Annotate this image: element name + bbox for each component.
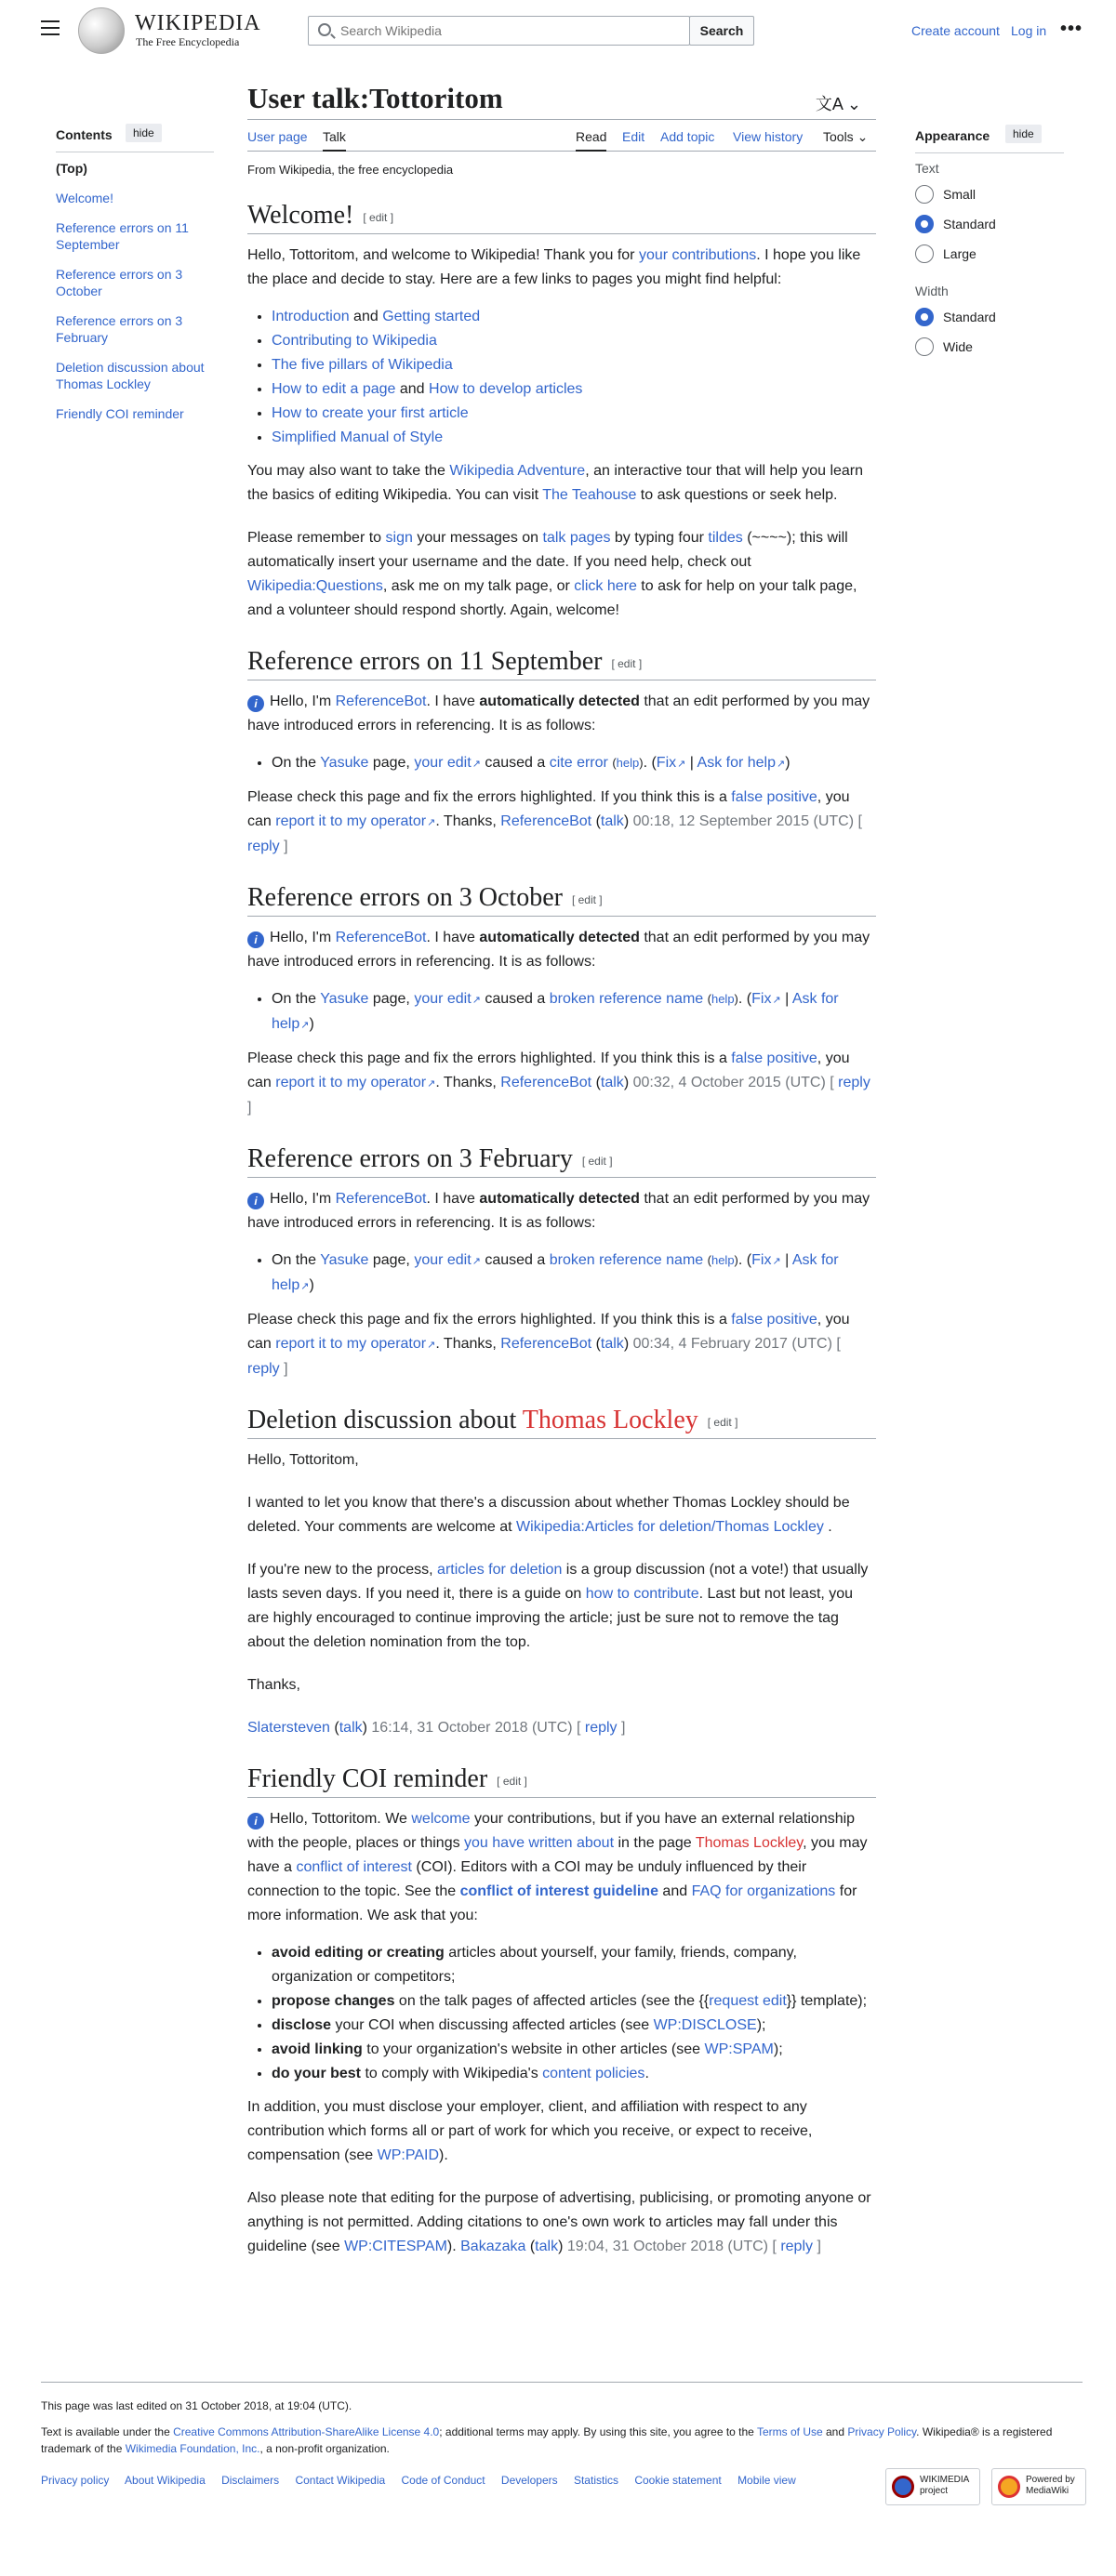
section-heading-deletion-discussion: Deletion discussion about Thomas Lockley [ edit ] [247, 1406, 876, 1439]
how-to-edit-link[interactable]: How to edit a page [272, 381, 396, 397]
report-operator-link[interactable]: report it to my operator ↗ [275, 1336, 435, 1352]
text-size-standard-option[interactable]: Standard [915, 215, 1064, 244]
reply-link[interactable]: reply [584, 1720, 618, 1736]
contributions-link[interactable]: your contributions [638, 247, 757, 263]
info-icon: i [247, 1193, 264, 1209]
text-size-large-option[interactable]: Large [915, 244, 1064, 274]
wikipedia-tagline: The Free Encyclopedia [136, 35, 240, 48]
info-icon: i [247, 1813, 264, 1830]
tab-tools[interactable]: Tools ⌄ [823, 129, 869, 144]
written-about-link[interactable]: you have written about [464, 1835, 615, 1851]
wikimedia-project-badge[interactable]: WIKIMEDIA project [885, 2468, 980, 2505]
help-link[interactable]: help [711, 1253, 735, 1267]
footer-cookie-statement-link[interactable]: Cookie statement [634, 2474, 722, 2487]
list-item: • On the Yasuke page, your edit ↗ caused a cite error (help). (Fix ↗ | Ask for help ↗ ) [272, 751, 876, 776]
wp-spam-link[interactable]: WP:SPAM [704, 2041, 774, 2057]
help-link[interactable]: help [711, 992, 735, 1006]
report-operator-link[interactable]: report it to my operator ↗ [275, 813, 435, 829]
help-link[interactable]: help [616, 756, 640, 770]
wikimedia-foundation-link[interactable]: Wikimedia Foundation, Inc. [125, 2442, 260, 2455]
edit-section-link[interactable]: [ edit ] [363, 210, 394, 224]
referencebot-signature: Please check this page and fix the errors highlighted. If you think this is a false positive, you can report it to my operator ↗ . Thanks, ReferenceBot (talk) 00:32, 4 October 2015 (UTC) [ reply ] [247, 1047, 876, 1120]
faq-organizations-link[interactable]: FAQ for organizations [691, 1883, 836, 1899]
conflict-of-interest-link[interactable]: conflict of interest [296, 1859, 412, 1875]
toc-hide-button[interactable]: hide [126, 124, 162, 142]
referencebot-user-link[interactable]: ReferenceBot [500, 1075, 592, 1090]
edit-section-link[interactable]: [ edit ] [571, 892, 603, 906]
fix-link[interactable]: Fix ↗ [751, 1252, 781, 1268]
list-item [272, 426, 876, 450]
report-operator-link[interactable]: report it to my operator ↗ [275, 1075, 435, 1090]
appearance-title: Appearance [915, 128, 990, 143]
wp-paid-link[interactable]: WP:PAID [377, 2147, 440, 2163]
powered-by-mediawiki-badge[interactable]: Powered by MediaWiki [991, 2468, 1086, 2505]
talk-link[interactable]: talk [600, 1336, 624, 1352]
last-edited-info: This page was last edited on 31 October 2018, at 19:04 (UTC). [41, 2399, 352, 2412]
referencebot-message: i Hello, I'm ReferenceBot. I have automatically detected that an edit performed by you may have introduced errors in referencing. It is as follows: [247, 930, 870, 970]
referencebot-message: i Hello, I'm ReferenceBot. I have automatically detected that an edit performed by you may have introduced errors in referencing. It is as follows: [247, 1191, 870, 1231]
info-icon: i [247, 931, 264, 948]
footer-about-link[interactable]: About Wikipedia [125, 2474, 206, 2487]
footer-statistics-link[interactable]: Statistics [573, 2474, 618, 2487]
more-options-icon[interactable]: ••• [1060, 19, 1083, 39]
teahouse-link[interactable]: The Teahouse [542, 487, 637, 503]
main-menu-icon[interactable] [41, 20, 60, 37]
getting-started-link[interactable]: Getting started [382, 309, 481, 324]
list-item: • How to edit a page and How to develop articles [272, 377, 876, 402]
broken-reference-name-link[interactable]: broken reference name [549, 991, 704, 1007]
questions-link[interactable]: Wikipedia:Questions [247, 578, 383, 594]
sign-paragraph: Please remember to sign your messages on talk pages by typing four tildes (~~~~); this will automatically insert your username and the date. If you need help, check out Wikipedia:Questions, ask me on my talk page, or click here to ask for help on your talk page, and a volunteer should respond shortly. Again, welcome! [247, 530, 857, 618]
create-account-link[interactable]: Create account [911, 23, 1000, 38]
referencebot-link[interactable]: ReferenceBot [335, 930, 427, 945]
tab-talk[interactable]: Talk [323, 129, 346, 152]
thomas-lockley-red-link[interactable]: Thomas Lockley [522, 1406, 698, 1434]
tab-edit[interactable]: Edit [622, 129, 645, 144]
tab-add-topic[interactable]: Add topic [660, 129, 715, 144]
page-tabs [247, 120, 876, 152]
false-positive-link[interactable]: false positive [731, 1050, 817, 1066]
first-article-link[interactable]: How to create your first article [272, 405, 469, 421]
table-of-contents [56, 127, 214, 435]
edit-section-link[interactable]: [ edit ] [581, 1154, 613, 1168]
width-standard-option[interactable]: Standard [915, 308, 1064, 337]
talk-link[interactable]: talk [600, 813, 624, 829]
develop-articles-link[interactable]: How to develop articles [429, 381, 583, 397]
talk-link[interactable]: talk [600, 1075, 624, 1090]
search-icon [318, 23, 331, 36]
wp-citespam-link[interactable]: WP:CITESPAM [344, 2239, 447, 2254]
coi-rules-list [247, 1941, 876, 2086]
deletion-greeting: Hello, Tottoritom, [247, 1452, 359, 1468]
section-heading-ref-11-september: Reference errors on 11 September [ edit ] [247, 647, 876, 680]
list-item: • propose changes on the talk pages of affected articles (see the {{request edit}} template); [272, 1989, 876, 2014]
wp-disclose-link[interactable]: WP:DISCLOSE [653, 2017, 757, 2033]
talk-link[interactable]: talk [535, 2239, 559, 2254]
list-item: • avoid editing or creating articles about yourself, your family, friends, company, organization or competitors; [272, 1941, 876, 1989]
tab-user-page[interactable]: User page [247, 129, 308, 144]
sign-link[interactable]: sign [385, 530, 413, 546]
toc-item-ref-errors-11-september[interactable]: Reference errors on 11 September [56, 220, 189, 252]
adventure-paragraph: You may also want to take the Wikipedia Adventure, an interactive tour that will help you learn the basics of editing Wikipedia. You can visit The Teahouse to ask questions or seek help. [247, 463, 864, 503]
fix-link[interactable]: Fix ↗ [751, 991, 781, 1007]
edit-section-link[interactable]: [ edit ] [707, 1415, 738, 1429]
referencebot-signature: Please check this page and fix the errors highlighted. If you think this is a false positive, you can report it to my operator ↗ . Thanks, ReferenceBot (talk) 00:34, 4 February 2017 (UTC) [ reply ] [247, 1308, 876, 1381]
list-item: • do your best to comply with Wikipedia's content policies. [272, 2062, 876, 2086]
list-item: • Introduction and Getting started [272, 305, 876, 329]
toc-title: Contents [56, 127, 113, 142]
welcome-paragraph: Hello, Tottoritom, and welcome to Wikipedia! Thank you for your contributions. I hope you like the place and decide to stay. Here are a few links to pages you might find helpful: [247, 247, 861, 287]
click-here-link[interactable]: click here [574, 578, 637, 594]
reply-link[interactable]: reply [247, 839, 280, 854]
contributing-link[interactable]: Contributing to Wikipedia [272, 333, 437, 349]
privacy-policy-link[interactable]: Privacy Policy [847, 2425, 917, 2438]
deletion-signature: Slatersteven (talk) 16:14, 31 October 2018 (UTC) [ reply ] [247, 1720, 626, 1736]
content-policies-link[interactable]: content policies [542, 2066, 645, 2081]
referencebot-user-link[interactable]: ReferenceBot [500, 1336, 592, 1352]
coi-guideline-link[interactable]: conflict of interest guideline [459, 1883, 658, 1899]
footer-developers-link[interactable]: Developers [500, 2474, 558, 2487]
radio-button[interactable] [915, 337, 934, 356]
toc-item-coi-reminder[interactable]: Friendly COI reminder [56, 406, 184, 421]
referencebot-message: i Hello, I'm ReferenceBot. I have automatically detected that an edit performed by you may have introduced errors in referencing. It is as follows: [247, 694, 870, 733]
list-item: • avoid linking to your organization's website in other articles (see WP:SPAM); [272, 2038, 876, 2062]
toc-item-ref-errors-3-february[interactable]: Reference errors on 3 February [56, 313, 183, 345]
site-header [0, 0, 1116, 61]
search-box[interactable] [308, 16, 690, 46]
introduction-link[interactable]: Introduction [272, 309, 350, 324]
fix-link[interactable]: Fix ↗ [657, 755, 686, 771]
page-footer [41, 2382, 1083, 2496]
toc-item-deletion-discussion[interactable]: Deletion discussion about Thomas Lockley [56, 360, 205, 391]
coi-paragraph: i Hello, Tottoritom. We welcome your contributions, but if you have an external relationship with the people, places or things you have written about in the page Thomas Lockley, you may have a conflict of interest (COI). Editors with a COI may be unduly influenced by their connection to the topic. See the conflict of interest guideline and FAQ for organizations for more information. We ask that you: [247, 1811, 868, 1923]
list-item [272, 329, 876, 353]
deletion-thanks: Thanks, [247, 1677, 300, 1693]
your-edit-link[interactable]: your edit ↗ [414, 1252, 481, 1268]
referencebot-link[interactable]: ReferenceBot [335, 1191, 427, 1207]
radio-button[interactable] [915, 244, 934, 263]
toc-item-ref-errors-3-october[interactable]: Reference errors on 3 October [56, 267, 183, 298]
error-list [247, 1248, 876, 1299]
edit-section-link[interactable]: [ edit ] [611, 656, 643, 670]
deletion-paragraph: I wanted to let you know that there's a discussion about whether Thomas Lockley should be deleted. Your comments are welcome at Wikipedia:Articles for deletion/Thomas Lockley . [247, 1495, 850, 1535]
reply-link[interactable]: reply [247, 1361, 280, 1377]
edit-section-link[interactable]: [ edit ] [497, 1774, 527, 1788]
footer-disclaimers-link[interactable]: Disclaimers [221, 2474, 280, 2487]
list-item [272, 353, 876, 377]
radio-button[interactable] [915, 185, 934, 204]
tab-read[interactable]: Read [576, 129, 606, 152]
appearance-panel [915, 128, 1064, 367]
list-item: • On the Yasuke page, your edit ↗ caused a broken reference name (help). (Fix ↗ | Ask for help ↗ ) [272, 987, 876, 1037]
footer-mobile-view-link[interactable]: Mobile view [737, 2474, 796, 2487]
section-heading-ref-3-october: Reference errors on 3 October [ edit ] [247, 883, 876, 917]
section-heading-coi-reminder: Friendly COI reminder [ edit ] [247, 1764, 876, 1798]
talk-link[interactable]: talk [339, 1720, 363, 1736]
width-wide-option[interactable]: Wide [915, 337, 1064, 367]
radio-button-selected[interactable] [915, 308, 934, 326]
tildes-link[interactable]: tildes [708, 530, 743, 546]
info-icon: i [247, 695, 264, 712]
request-edit-link[interactable]: request edit [709, 1993, 787, 2009]
terms-of-use-link[interactable]: Terms of Use [756, 2425, 823, 2438]
wikipedia-adventure-link[interactable]: Wikipedia Adventure [449, 463, 586, 479]
referencebot-signature: Please check this page and fix the errors highlighted. If you think this is a false positive, you can report it to my operator ↗ . Thanks, ReferenceBot (talk) 00:18, 12 September 2015 (UTC) [ reply ] [247, 786, 876, 859]
license-info: Text is available under the Creative Commons Attribution-ShareAlike License 4.0; additional terms may apply. By using this site, you agree to the Terms of Use and Privacy Policy. Wikipedia® is a registered trademark of the Wikimedia Foundation, Inc., a non-profit organization. [41, 2425, 1053, 2455]
list-item: • On the Yasuke page, your edit ↗ caused a broken reference name (help). (Fix ↗ | Ask for help ↗ ) [272, 1248, 876, 1299]
login-link[interactable]: Log in [1011, 23, 1047, 38]
false-positive-link[interactable]: false positive [731, 789, 817, 805]
text-size-label: Text [915, 161, 939, 176]
yasuke-link[interactable]: Yasuke [320, 991, 369, 1007]
deletion-process-paragraph: If you're new to the process, articles for deletion is a group discussion (not a vote!) that usually lasts seven days. If you need it, there is a guide on how to contribute. Last but not least, you are highly encouraged to continue improving the article; just be sure not to remove the tag about the deletion nomination from the top. [247, 1562, 869, 1650]
main-content [247, 82, 876, 2272]
appearance-hide-button[interactable]: hide [1005, 125, 1042, 143]
page-title: User talk:Tottoritom [247, 82, 876, 120]
bakazaka-user-link[interactable]: Bakazaka [460, 2239, 526, 2254]
yasuke-link[interactable]: Yasuke [320, 1252, 369, 1268]
coi-paid-paragraph: In addition, you must disclose your employer, client, and affiliation with respect to any contribution which forms all or part of work for which you receive, or expect to receive, compensation (see WP:PAID). [247, 2099, 813, 2163]
reply-link[interactable]: reply [780, 2239, 813, 2254]
your-edit-link[interactable]: your edit ↗ [414, 991, 481, 1007]
welcome-link[interactable]: welcome [411, 1811, 471, 1827]
reply-link[interactable]: reply [838, 1075, 870, 1090]
site-sub: From Wikipedia, the free encyclopedia [247, 163, 454, 177]
cite-error-link[interactable]: cite error [549, 755, 608, 771]
list-item [272, 402, 876, 426]
section-heading-welcome: Welcome! [ edit ] [247, 201, 876, 234]
broken-reference-name-link[interactable]: broken reference name [549, 1252, 704, 1268]
footer-privacy-policy-link[interactable]: Privacy policy [41, 2474, 110, 2487]
thomas-lockley-red-link[interactable]: Thomas Lockley [695, 1835, 804, 1851]
false-positive-link[interactable]: false positive [731, 1312, 817, 1328]
ask-for-help-link[interactable]: Ask for help ↗ [272, 991, 839, 1032]
ask-for-help-link[interactable]: Ask for help ↗ [272, 1252, 839, 1293]
radio-button-selected[interactable] [915, 215, 934, 233]
text-size-small-option[interactable]: Small [915, 185, 1064, 215]
width-label: Width [915, 284, 949, 298]
referencebot-link[interactable]: ReferenceBot [335, 694, 427, 709]
language-icon[interactable]: 文A ⌄ [815, 95, 861, 113]
slatersteven-user-link[interactable]: Slatersteven [247, 1720, 330, 1736]
referencebot-user-link[interactable]: ReferenceBot [500, 813, 592, 829]
coi-advertising-paragraph: Also please note that editing for the purpose of advertising, publicising, or promoting anyone or anything is not permitted. Adding citations to one's own work to articles may fall under this guideline (see WP:CITESPAM). Bakazaka (talk) 19:04, 31 October 2018 (UTC) [ reply ] [247, 2190, 871, 2254]
yasuke-link[interactable]: Yasuke [320, 755, 369, 771]
wikipedia-globe-logo[interactable] [78, 7, 125, 54]
your-edit-link[interactable]: your edit ↗ [414, 755, 481, 771]
error-list [247, 987, 876, 1037]
footer-contact-link[interactable]: Contact Wikipedia [295, 2474, 386, 2487]
afd-link[interactable]: Wikipedia:Articles for deletion/Thomas Lockley [516, 1519, 824, 1535]
section-heading-ref-3-february: Reference errors on 3 February [ edit ] [247, 1144, 876, 1178]
error-list [247, 751, 876, 776]
search-button[interactable]: Search [689, 16, 754, 46]
tab-view-history[interactable]: View history [733, 129, 804, 144]
articles-for-deletion-link[interactable]: articles for deletion [437, 1562, 563, 1578]
cc-license-link[interactable]: Creative Commons Attribution-ShareAlike License 4.0 [173, 2425, 440, 2438]
talk-pages-link[interactable]: talk pages [542, 530, 611, 546]
list-item: • disclose your COI when discussing affected articles (see WP:DISCLOSE); [272, 2014, 876, 2038]
how-to-contribute-link[interactable]: how to contribute [585, 1586, 699, 1602]
toc-item-top[interactable]: (Top) [56, 161, 87, 176]
helpful-links-list [247, 305, 876, 450]
manual-of-style-link[interactable]: Simplified Manual of Style [272, 429, 444, 445]
mediawiki-logo-icon [998, 2476, 1020, 2498]
footer-code-of-conduct-link[interactable]: Code of Conduct [401, 2474, 485, 2487]
wikimedia-logo-icon [892, 2476, 914, 2498]
search-input[interactable] [339, 22, 673, 39]
toc-item-welcome[interactable]: Welcome! [56, 191, 113, 205]
five-pillars-link[interactable]: The five pillars of Wikipedia [272, 357, 453, 373]
ask-for-help-link[interactable]: Ask for help ↗ [698, 755, 786, 771]
wikipedia-wordmark[interactable]: WIKIPEDIA [135, 11, 261, 35]
